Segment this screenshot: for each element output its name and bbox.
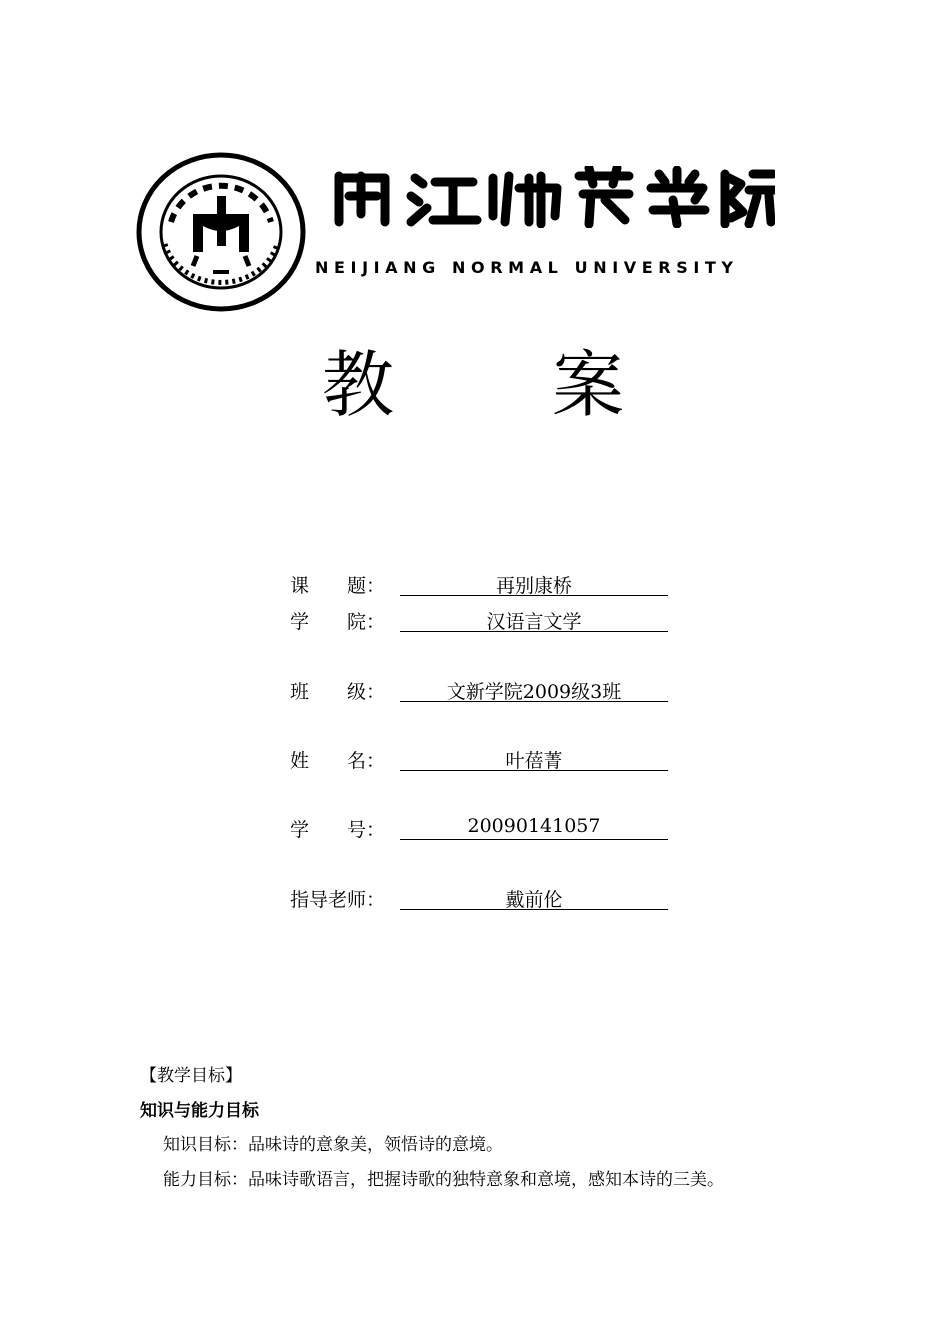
university-seal-icon [135,152,307,312]
info-value: 20090141057 [467,815,601,837]
info-value: 文新学院2009级3班 [446,681,622,703]
info-value: 叶蓓菁 [505,750,563,772]
underline [400,631,668,632]
document-title [0,340,950,430]
section-heading: 【教学目标】 [140,1066,242,1086]
info-label: 学 号： [290,819,386,841]
info-value: 戴前伦 [505,889,563,911]
underline [400,701,668,702]
underline [400,839,668,840]
ability-goal: 能力目标：品味诗歌语言，把握诗歌的独特意象和意境，感知本诗的三美。 [163,1170,724,1190]
subheading: 知识与能力目标 [140,1101,259,1121]
underline [400,770,668,771]
info-label: 指导老师： [290,889,386,911]
university-name-calligraphy [333,166,775,228]
underline [400,909,668,910]
university-name-english: NEIJIANG NORMAL UNIVERSITY [315,258,739,277]
info-value: 汉语言文学 [486,611,582,633]
info-value: 再别康桥 [495,575,572,597]
info-label: 课 题： [290,575,386,597]
info-label: 学 院： [290,611,386,633]
info-label: 班 级： [290,681,386,703]
title-char-2: 案 [552,343,625,427]
knowledge-goal: 知识目标：品味诗的意象美，领悟诗的意境。 [163,1135,503,1155]
title-char-1: 教 [322,343,395,427]
underline [400,595,668,596]
info-label: 姓 名： [290,750,386,772]
university-logo [135,152,775,312]
